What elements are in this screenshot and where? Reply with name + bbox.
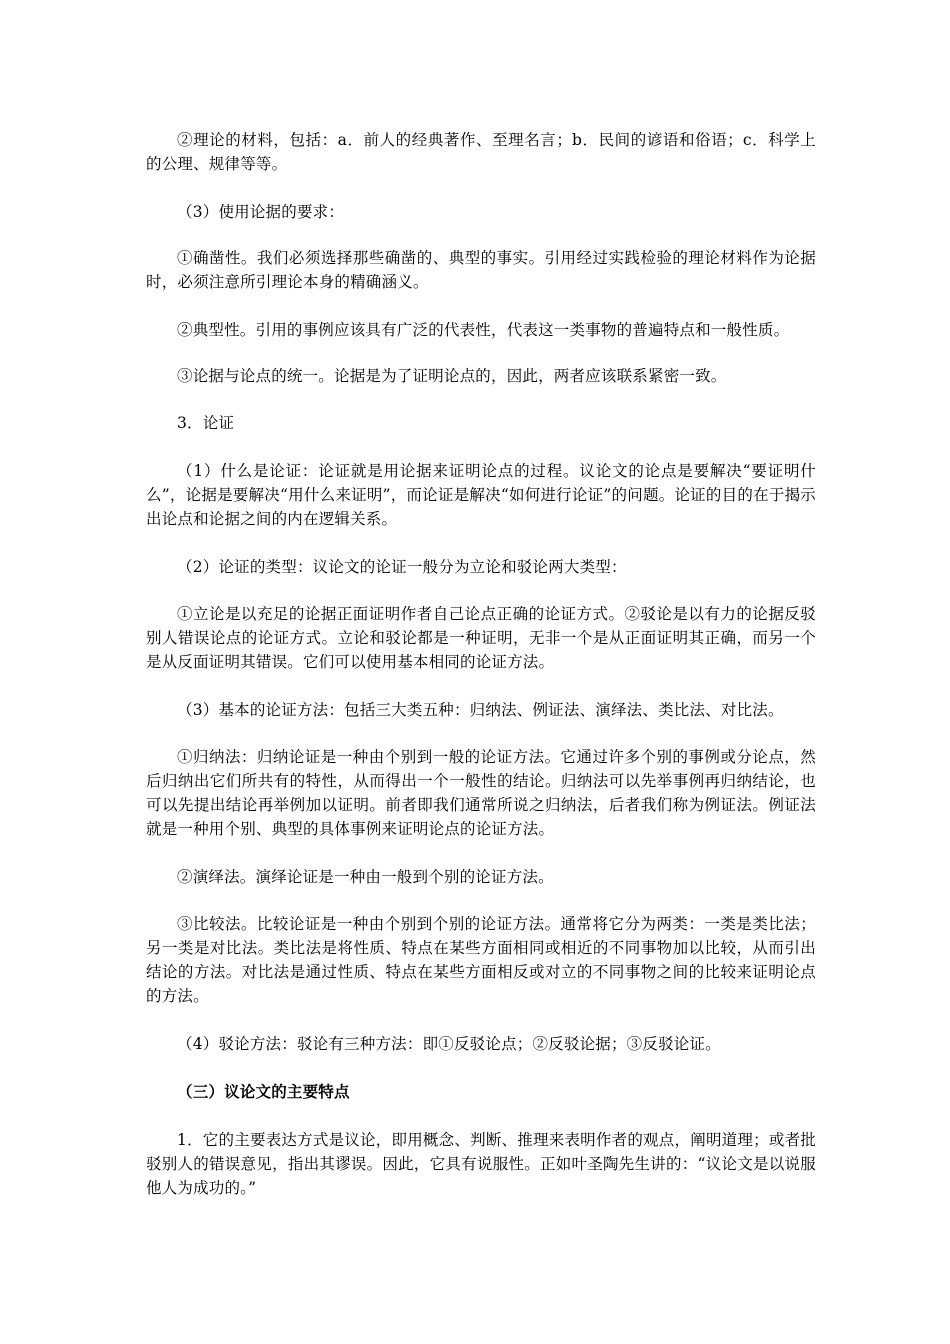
paragraph-comparison: ③比较法。比较论证是一种由个别到个别的论证方法。通常将它分为两类：一类是类比法；另一类是对比法。类比法是将性质、特点在某些方面相同或相近的不同事物加以比较，从而引出结论的方法。对比法是通过性质、特点在某些方面相反或对立的不同事物之间的比较来证明论点的方法。 <box>146 915 816 1005</box>
heading-evidence-requirements: （3）使用论据的要求： <box>177 203 345 221</box>
paragraph-main-feature: 1．它的主要表达方式是议论，即用概念、判断、推理来表明作者的观点，阐明道理；或者批驳别人的错误意见，指出其谬误。因此，它具有说服性。正如叶圣陶先生讲的：“议论文是以说服他人为成功的。” <box>146 1131 816 1197</box>
paragraph-what-is-argumentation: （1）什么是论证：论证就是用论据来证明论点的过程。议论文的论点是要解决“要证明什么”，论据是要解决“用什么来证明”，而论证是解决“如何进行论证”的问题。论证的目的在于揭示出论点和论据之间的内在逻辑关系。 <box>146 462 816 528</box>
paragraph-induction: ①归纳法：归纳论证是一种由个别到一般的论证方法。它通过许多个别的事例或分论点，然后归纳出它们所共有的特性，从而得出一个一般性的结论。归纳法可以先举事例再归纳结论，也可以先提出结论再举例加以证明。前者即我们通常所说之归纳法，后者我们称为例证法。例证法就是一种用个别、典型的具体事例来证明论点的论证方法。 <box>146 748 816 838</box>
paragraph-establish-refute: ①立论是以充足的论据正面证明作者自己论点正确的论证方式。②驳论是以有力的论据反驳别人错误论点的论证方式。立论和驳论都是一种证明，无非一个是从正面证明其正确，而另一个是从反面证明其错误。它们可以使用基本相同的论证方法。 <box>146 605 816 671</box>
section-heading-features: （三）议论文的主要特点 <box>177 1082 350 1101</box>
paragraph-accuracy: ①确凿性。我们必须选择那些确凿的、典型的事实。引用经过实践检验的理论材料作为论据时，必须注意所引理论本身的精确涵义。 <box>146 249 816 291</box>
paragraph-theory-materials: ②理论的材料，包括：a．前人的经典著作、至理名言；b．民间的谚语和俗语；c．科学上的公理、规律等等。 <box>146 131 816 173</box>
paragraph-unity: ③论据与论点的统一。论据是为了证明论点的，因此，两者应该联系紧密一致。 <box>177 367 727 385</box>
paragraph-typicality: ②典型性。引用的事例应该具有广泛的代表性，代表这一类事物的普遍特点和一般性质。 <box>177 321 790 339</box>
paragraph-refutation-methods: （4）驳论方法：驳论有三种方法：即①反驳论点；②反驳论据；③反驳论证。 <box>177 1035 721 1053</box>
paragraph-basic-methods: （3）基本的论证方法：包括三大类五种：归纳法、例证法、演绎法、类比法、对比法。 <box>177 701 784 719</box>
heading-argumentation: 3．论证 <box>177 414 235 432</box>
paragraph-deduction: ②演绎法。演绎论证是一种由一般到个别的论证方法。 <box>177 868 554 886</box>
paragraph-argument-types: （2）论证的类型：议论文的论证一般分为立论和驳论两大类型： <box>177 558 627 576</box>
